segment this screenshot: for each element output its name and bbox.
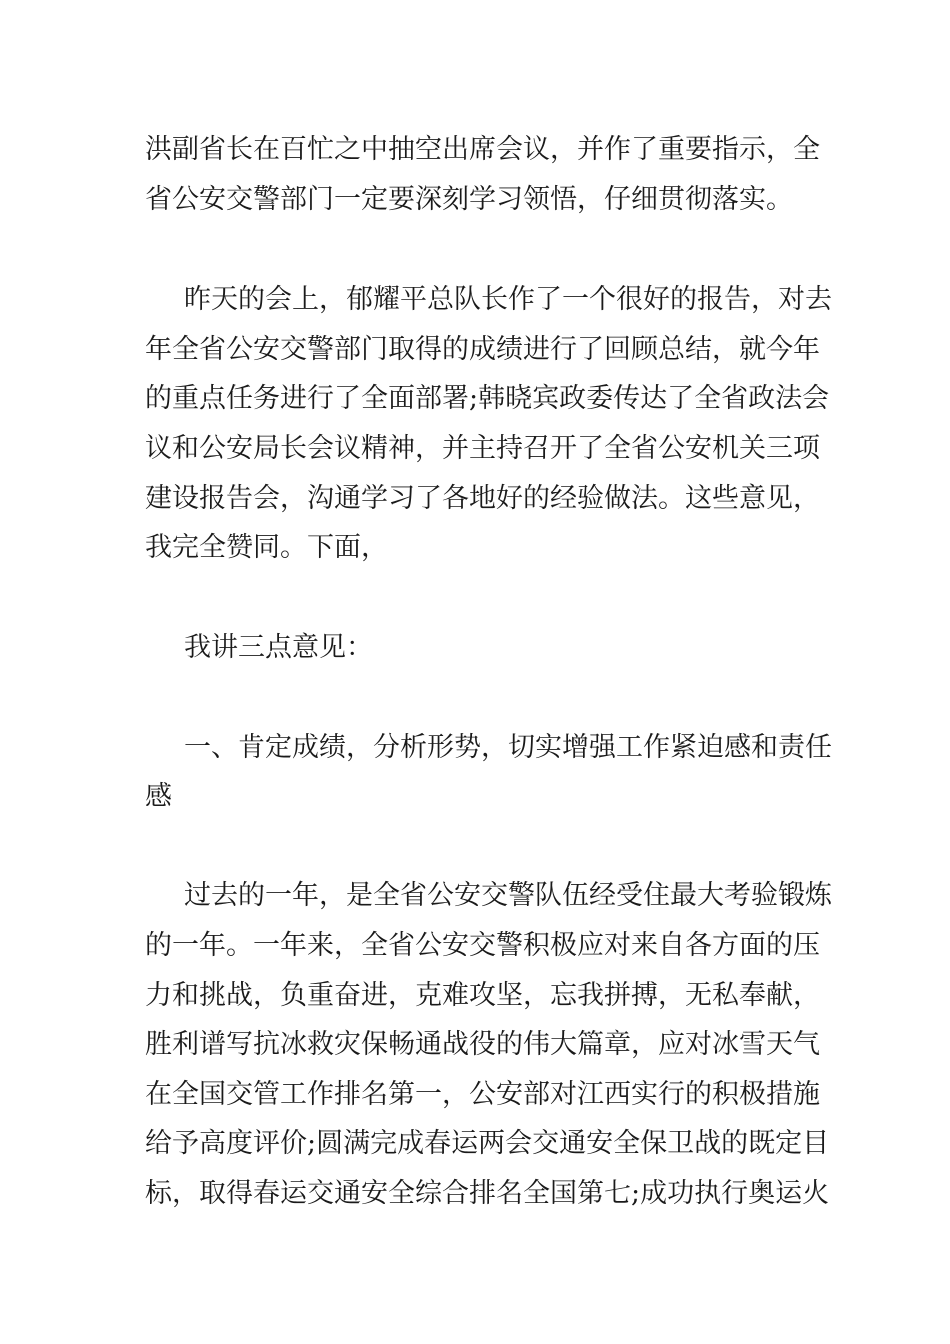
paragraph-2-line-2: 年全省公安交警部门取得的成绩进行了回顾总结，就今年 [145,334,820,365]
paragraph-2-line-6: 我完全赞同。下面， [145,532,388,563]
paragraph-2-line-5: 建设报告会，沟通学习了各地好的经验做法。这些意见， [145,483,820,514]
paragraph-5-line-3: 力和挑战，负重奋进，克难攻坚，忘我拼搏，无私奉献， [145,980,820,1011]
paragraph-2-line-3: 的重点任务进行了全面部署;韩晓宾政委传达了全省政法会 [145,383,830,414]
section-heading-line-1: 一、肯定成绩，分析形势，切实增强工作紧迫感和责任 [184,732,832,763]
paragraph-5-line-6: 给予高度评价;圆满完成春运两会交通安全保卫战的既定目 [145,1128,830,1159]
paragraph-5-line-5: 在全国交管工作排名第一，公安部对江西实行的积极措施 [145,1079,820,1110]
section-heading-line-2: 感 [145,781,172,812]
paragraph-5-line-7: 标，取得春运交通安全综合排名全国第七;成功执行奥运火 [145,1178,830,1209]
paragraph-1-line-1: 洪副省长在百忙之中抽空出席会议，并作了重要指示，全 [145,134,820,165]
paragraph-5-line-2: 的一年。一年来，全省公安交警积极应对来自各方面的压 [145,930,820,961]
paragraph-2-line-1: 昨天的会上，郁耀平总队长作了一个很好的报告，对去 [184,284,832,315]
paragraph-5-line-4: 胜利谱写抗冰救灾保畅通战役的伟大篇章，应对冰雪天气 [145,1029,820,1060]
paragraph-2-line-4: 议和公安局长会议精神，并主持召开了全省公安机关三项 [145,433,820,464]
paragraph-3-line-1: 我讲三点意见： [184,632,373,663]
paragraph-1-line-2: 省公安交警部门一定要深刻学习领悟，仔细贯彻落实。 [145,184,793,215]
paragraph-5-line-1: 过去的一年，是全省公安交警队伍经受住最大考验锻炼 [184,880,832,911]
